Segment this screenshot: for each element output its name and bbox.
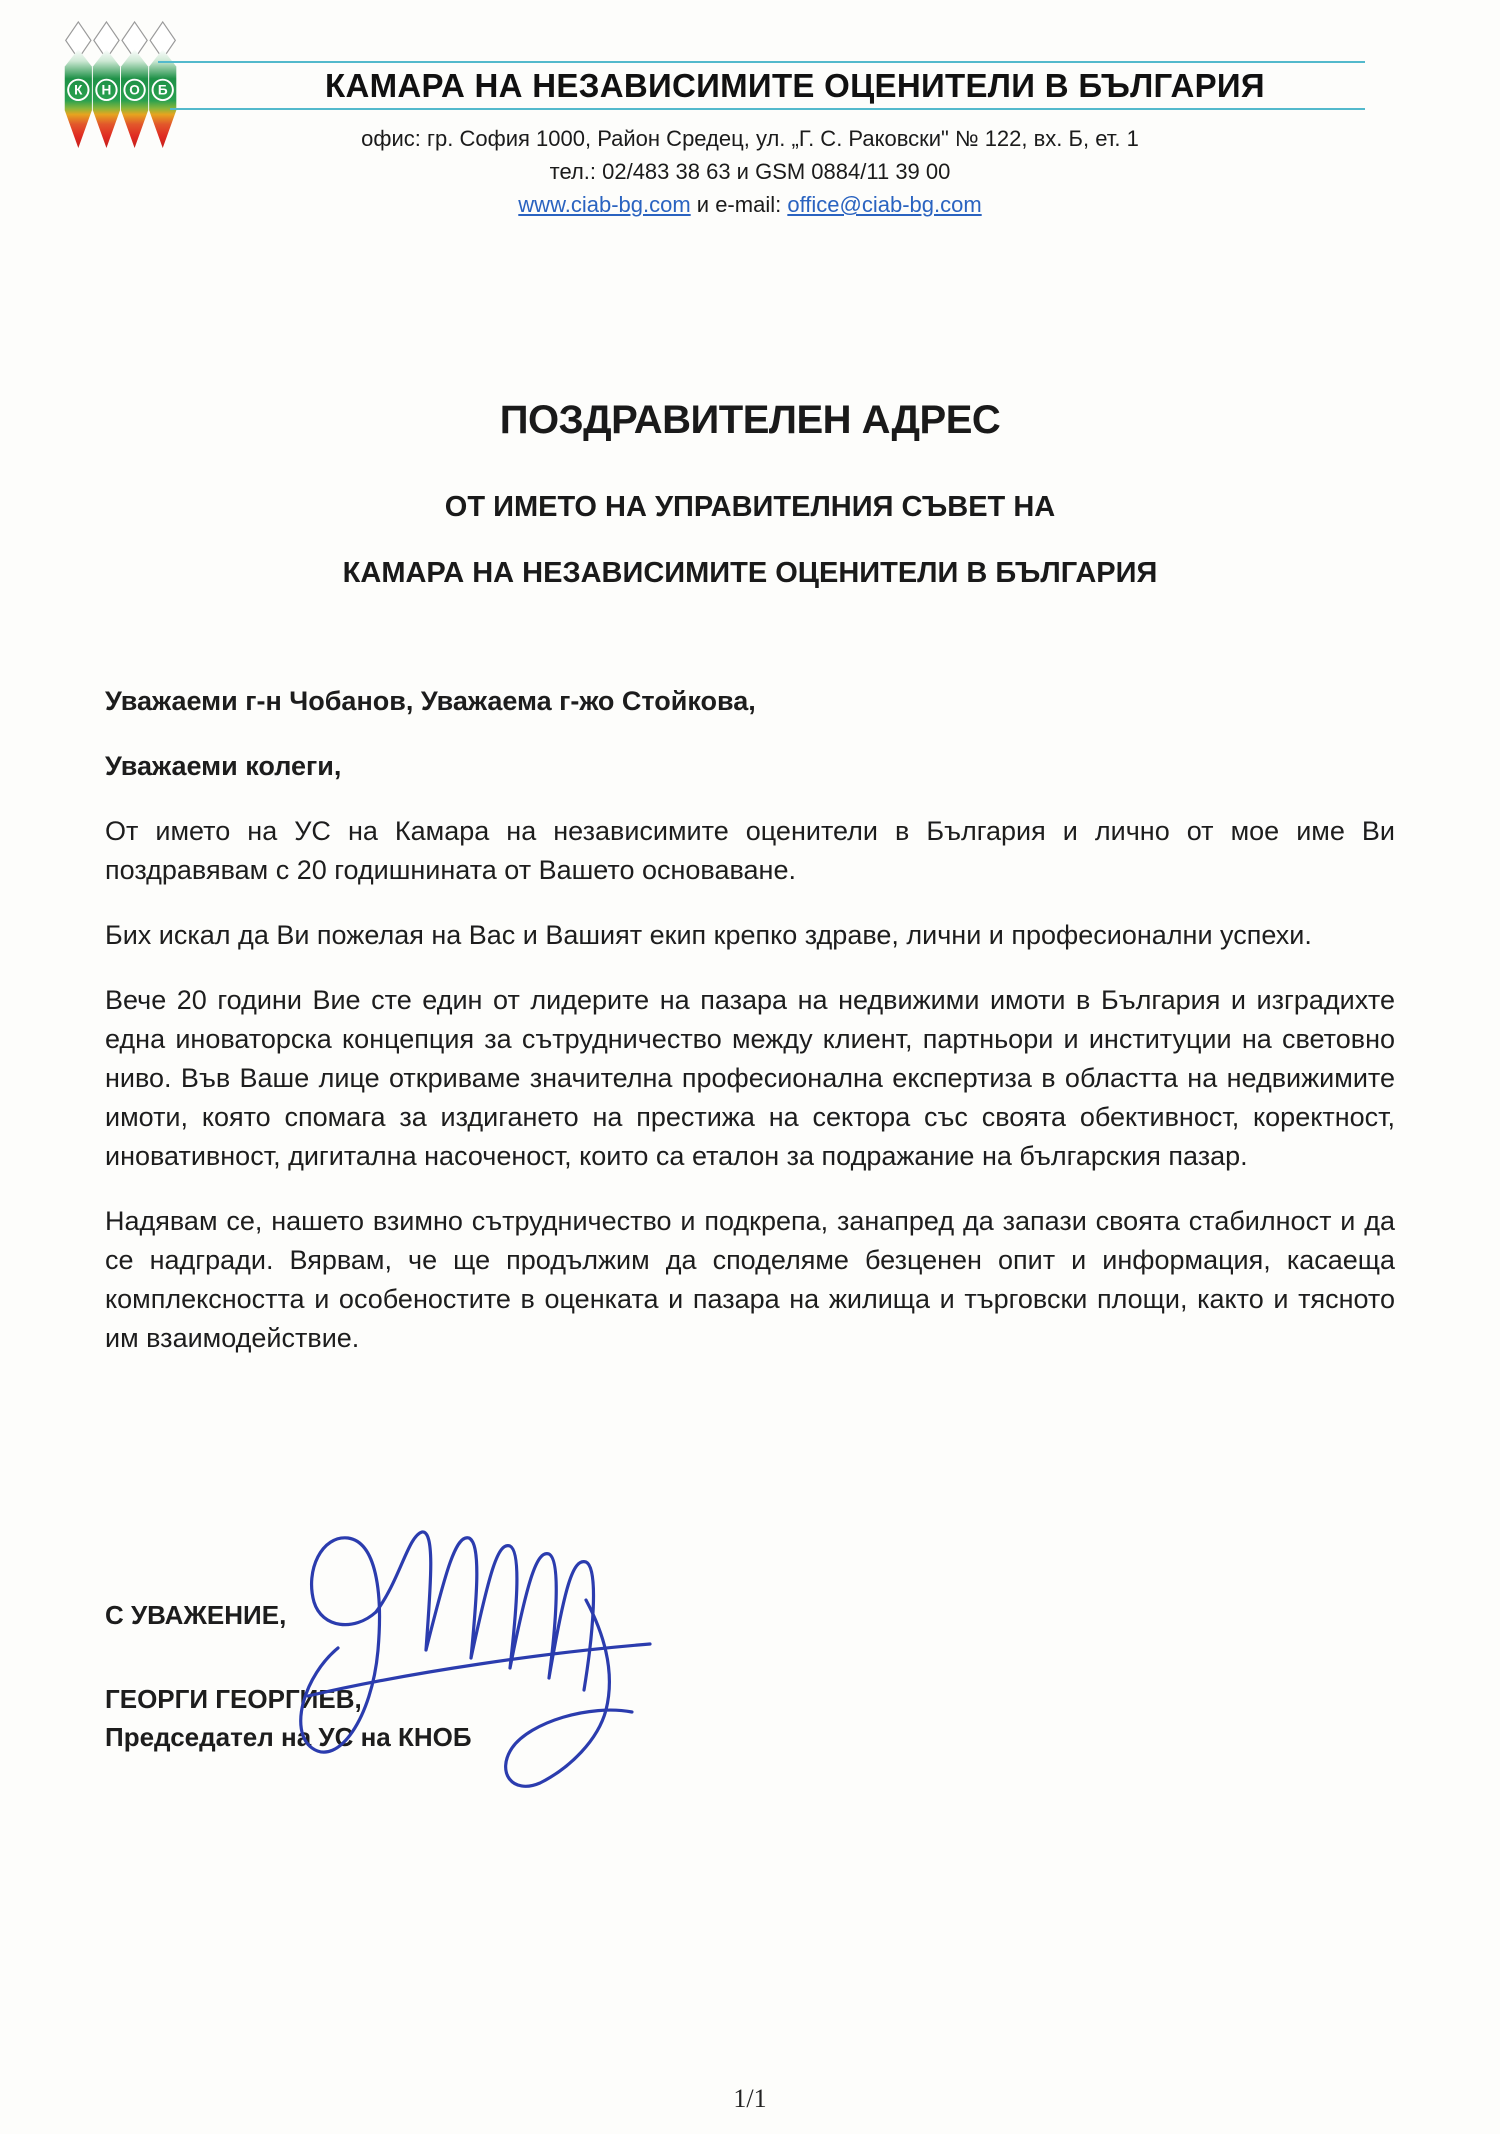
signature-block <box>105 1596 725 1756</box>
document-subtitle-2: КАМАРА НА НЕЗАВИСИМИТЕ ОЦЕНИТЕЛИ В БЪЛГАРИЯ <box>342 557 1158 589</box>
header-accent-line-bottom <box>170 108 1365 110</box>
page-number: 1/1 <box>733 2084 767 2113</box>
logo-letter-o: О <box>129 82 140 98</box>
salutation-addressees: Уважаеми г-н Чобанов, Уважаема г-жо Стойкова, <box>105 686 756 716</box>
paragraph: Бих искал да Ви пожелая на Вас и Вашият екип крепко здраве, лични и професионални успехи. <box>105 920 1312 950</box>
link-separator-text: и e-mail: <box>690 192 788 217</box>
logo-letter-b: Б <box>157 82 168 98</box>
header-accent-line-top <box>158 61 1365 63</box>
salutation-colleagues: Уважаеми колеги, <box>105 751 342 781</box>
web-email-line <box>0 188 1500 221</box>
title-block <box>0 398 1500 590</box>
signer-role: Председател на УС на КНОБ <box>105 1722 472 1752</box>
header-contact-block <box>0 122 1500 221</box>
logo-letter-k: К <box>74 82 83 98</box>
paragraph: От името на УС на Камара на независимите оценители в България и лично от мое име Ви поздравявам с 20 годишнината от Вашето основаване. <box>105 816 1395 885</box>
org-name: КАМАРА НА НЕЗАВИСИМИТЕ ОЦЕНИТЕЛИ В БЪЛГАРИЯ <box>325 67 1265 104</box>
paragraph: Вече 20 години Вие сте един от лидерите на пазара на недвижими имоти в България и изградихте една иноваторска концепция за сътрудничество между клиент, партньори и институции на световно ниво. Във Ваше лице откриваме значителна професионална експертиза в областта на недвижимите имоти, която спомага за издигането на престижа на сектора със своята обективност, коректност, иновативност, дигитална насоченост, които са еталон за подражание на българския пазар. <box>105 985 1395 1171</box>
document-title: ПОЗДРАВИТЕЛЕН АДРЕС <box>499 398 1001 442</box>
document-subtitle-1: ОТ ИМЕТО НА УПРАВИТЕЛНИЯ СЪВЕТ НА <box>444 491 1056 523</box>
closing-text: С УВАЖЕНИЕ, <box>105 1600 287 1630</box>
website-link[interactable]: www.ciab-bg.com <box>518 192 691 217</box>
paragraph: Надявам се, нашето взимно сътрудничество и подкрепа, занапред да запази своята стабилност и да се надгради. Вярвам, че ще продължим да споделяме безценен опит и информация, касаеща комплексността и особеностите в оценката и пазара на жилища и търговски площи, както и тясното им взаимодействие. <box>105 1206 1395 1353</box>
office-address-line: офис: гр. София 1000, Район Средец, ул. „Г. С. Раковски" № 122, вх. Б, ет. 1 <box>361 126 1139 151</box>
email-link[interactable]: office@ciab-bg.com <box>787 192 982 217</box>
logo-letter-n: Н <box>101 82 112 98</box>
letter-body <box>105 682 1395 1384</box>
phone-line: тел.: 02/483 38 63 и GSM 0884/11 39 00 <box>549 159 951 184</box>
signer-name: ГЕОРГИ ГЕОРГИЕВ, <box>105 1684 362 1714</box>
